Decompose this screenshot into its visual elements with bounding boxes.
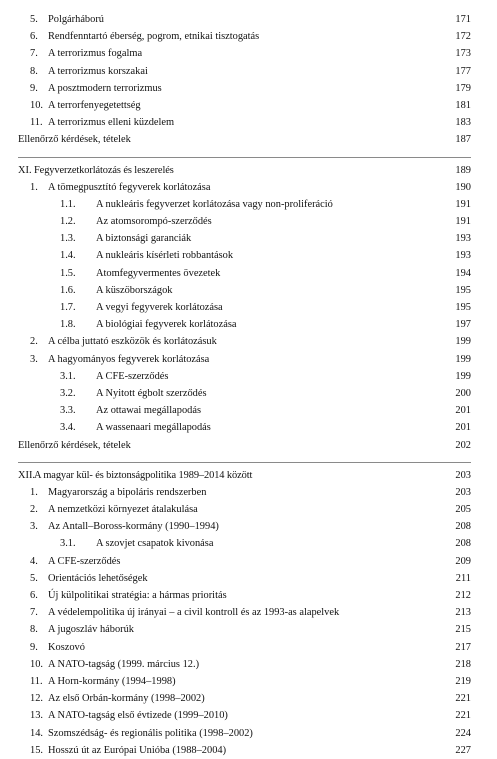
toc-section-entry <box>0 80 497 97</box>
toc-entry-title: Az Antall–Boross-kormány (1990–1994) <box>48 521 219 533</box>
section-gap <box>0 149 497 161</box>
toc-entry-page-number: 197 <box>455 319 471 331</box>
toc-entry-page-number: 194 <box>455 267 471 279</box>
toc-section-entry <box>0 63 497 80</box>
toc-entry-number: 2. <box>30 504 38 516</box>
toc-entry-title: Atomfegyvermentes övezetek <box>96 267 221 279</box>
toc-entry-page-number: 193 <box>455 233 471 245</box>
toc-entry-page-number: 173 <box>455 48 471 60</box>
section-divider <box>18 157 471 158</box>
toc-entry-number: 3. <box>30 353 38 365</box>
toc-entry-page-number: 212 <box>455 590 471 601</box>
toc-entry-title: A nukleáris fegyverzet korlátozása vagy non-proliferáció <box>96 198 333 210</box>
toc-entry-title: A nukleáris kísérleti robbantások <box>96 250 234 262</box>
toc-section-entry <box>0 639 497 656</box>
toc-section-entry <box>0 11 497 28</box>
table-of-contents <box>0 11 497 759</box>
toc-entry-number: 11. <box>30 675 43 687</box>
toc-entry-page-number: 190 <box>455 181 471 193</box>
section-divider <box>18 462 471 463</box>
toc-subsection-entry <box>0 265 497 282</box>
toc-entry-title: A NATO-tagság (1999. március 12.) <box>48 658 200 670</box>
toc-entry-page-number: 191 <box>455 198 471 210</box>
toc-entry-page-number: 211 <box>455 572 471 584</box>
toc-entry-number: XI. <box>18 164 32 176</box>
toc-entry-number: 1.4. <box>60 250 76 262</box>
toc-entry-title: A szovjet csapatok kivonása <box>96 538 214 550</box>
toc-entry-page-number: 217 <box>455 641 471 653</box>
toc-entry-number: 5. <box>30 572 38 584</box>
toc-section-entry <box>0 707 497 724</box>
toc-section-entry <box>0 501 497 518</box>
toc-subsection-entry <box>0 230 497 247</box>
toc-section-entry <box>0 587 497 604</box>
toc-entry-title: A biztonsági garanciák <box>96 233 192 245</box>
toc-entry-page-number: 221 <box>455 710 471 722</box>
toc-entry-title: Az atomsorompó-szerződés <box>96 216 212 228</box>
toc-entry-title: Szomszédság- és regionális politika (1998–2002) <box>48 727 253 739</box>
toc-review-entry <box>0 437 497 454</box>
toc-section-entry <box>0 553 497 570</box>
toc-section-entry <box>0 725 497 742</box>
toc-entry-page-number: 203 <box>455 486 471 498</box>
toc-entry-title: Rendfenntartó éberség, pogrom, etnikai tisztogatás <box>48 31 260 43</box>
toc-entry-page-number: 215 <box>455 624 471 636</box>
toc-section-entry <box>0 333 497 350</box>
toc-entry-page-number: 221 <box>455 693 471 705</box>
toc-section-entry <box>0 518 497 535</box>
toc-entry-number: 1.8. <box>60 319 76 331</box>
toc-entry-number: 8. <box>30 624 38 636</box>
toc-subsection-entry <box>0 402 497 419</box>
toc-entry-title: A biológiai fegyverek korlátozása <box>96 319 237 331</box>
toc-entry-title: A tömegpusztító fegyverek korlátozása <box>48 181 211 193</box>
toc-entry-page-number: 177 <box>455 65 471 77</box>
toc-entry-page-number: 200 <box>455 387 471 399</box>
toc-entry-title: A jugoszláv háborúk <box>48 624 134 636</box>
toc-entry-number: 1.7. <box>60 302 76 313</box>
toc-entry-number: 3. <box>30 521 38 533</box>
toc-entry-number: 1.3. <box>60 233 76 245</box>
toc-entry-page-number: 187 <box>455 134 471 146</box>
toc-section-entry <box>0 45 497 62</box>
toc-section-entry <box>0 570 497 587</box>
toc-entry-page-number: 191 <box>455 216 471 228</box>
toc-section-entry <box>0 28 497 45</box>
toc-entry-title: A terrorizmus fogalma <box>48 48 143 60</box>
toc-chapter-entry <box>0 162 497 179</box>
toc-entry-number: 15. <box>30 744 43 756</box>
toc-entry-number: 10. <box>30 658 43 670</box>
toc-entry-number: 3.3. <box>60 405 76 417</box>
toc-entry-title: A posztmodern terrorizmus <box>48 82 162 94</box>
toc-section-entry <box>0 97 497 114</box>
toc-entry-title: Új külpolitikai stratégia: a hármas prioritás <box>48 590 227 601</box>
toc-subsection-entry <box>0 213 497 230</box>
toc-entry-number: 6. <box>30 31 38 43</box>
section-gap <box>0 454 497 466</box>
toc-entry-number: 6. <box>30 590 38 601</box>
toc-entry-number: 11. <box>30 117 43 129</box>
toc-entry-number: 12. <box>30 693 43 705</box>
toc-entry-number: 3.1. <box>60 538 76 550</box>
toc-entry-page-number: 195 <box>455 302 471 313</box>
toc-entry-page-number: 172 <box>455 31 471 43</box>
toc-entry-page-number: 219 <box>455 675 471 687</box>
toc-section-entry <box>0 114 497 131</box>
toc-section-entry <box>0 656 497 673</box>
toc-entry-title: A CFE-szerződés <box>48 555 121 567</box>
toc-entry-number: 13. <box>30 710 43 722</box>
toc-section-entry <box>0 604 497 621</box>
toc-entry-number: XII. <box>18 469 36 481</box>
toc-subsection-entry <box>0 368 497 385</box>
toc-entry-title: Az első Orbán-kormány (1998–2002) <box>48 693 205 705</box>
toc-entry-number: 1.5. <box>60 267 76 279</box>
toc-entry-number: 7. <box>30 607 38 619</box>
toc-entry-number: 1.6. <box>60 284 76 296</box>
toc-section-entry <box>0 179 497 196</box>
toc-chapter-entry <box>0 467 497 484</box>
toc-entry-title: Hosszú út az Európai Unióba (1988–2004) <box>48 744 227 756</box>
toc-entry-number: 8. <box>30 65 38 77</box>
toc-entry-title: A hagyományos fegyverek korlátozása <box>48 353 210 365</box>
toc-subsection-entry <box>0 316 497 333</box>
toc-subsection-entry <box>0 535 497 552</box>
toc-review-entry <box>0 131 497 148</box>
toc-entry-page-number: 181 <box>455 99 471 111</box>
toc-entry-title: Ellenőrző kérdések, tételek <box>18 134 131 146</box>
toc-section-entry <box>0 673 497 690</box>
toc-entry-title: A védelempolitika új irányai – a civil kontroll és az 1993-as alapelvek <box>48 607 340 619</box>
toc-entry-number: 3.1. <box>60 370 76 382</box>
toc-subsection-entry <box>0 419 497 436</box>
toc-entry-title: Az ottawai megállapodás <box>96 405 202 417</box>
toc-entry-title: A wassenaari megállapodás <box>96 422 211 434</box>
toc-entry-title: Magyarország a bipoláris rendszerben <box>48 486 207 498</box>
toc-entry-title: A célba juttató eszközök és korlátozásuk <box>48 336 217 348</box>
toc-entry-title: A magyar kül- és biztonságpolitika 1989–2014 között <box>34 469 253 481</box>
toc-entry-number: 1. <box>30 181 38 193</box>
toc-entry-title: A küszöbországok <box>96 284 173 296</box>
toc-entry-number: 3.4. <box>60 422 76 434</box>
toc-entry-page-number: 193 <box>455 250 471 262</box>
toc-entry-title: A Horn-kormány (1994–1998) <box>48 675 176 687</box>
toc-entry-page-number: 199 <box>455 336 471 348</box>
toc-entry-number: 9. <box>30 641 38 653</box>
toc-entry-title: Fegyverzetkorlátozás és leszerelés <box>34 164 174 176</box>
toc-entry-title: A NATO-tagság első évtizede (1999–2010) <box>48 710 228 722</box>
toc-entry-page-number: 189 <box>455 164 471 176</box>
toc-subsection-entry <box>0 247 497 264</box>
toc-entry-page-number: 218 <box>455 658 471 670</box>
toc-entry-number: 10. <box>30 99 43 111</box>
toc-entry-number: 5. <box>30 14 38 25</box>
toc-entry-page-number: 202 <box>455 439 471 451</box>
toc-subsection-entry <box>0 196 497 213</box>
toc-entry-page-number: 224 <box>455 727 471 739</box>
toc-entry-number: 1.1. <box>60 198 76 210</box>
toc-entry-title: Ellenőrző kérdések, tételek <box>18 439 131 451</box>
toc-entry-title: A Nyitott égbolt szerződés <box>96 387 207 399</box>
toc-subsection-entry <box>0 385 497 402</box>
toc-subsection-entry <box>0 299 497 316</box>
toc-section-entry <box>0 351 497 368</box>
toc-entry-number: 9. <box>30 82 38 94</box>
toc-entry-page-number: 203 <box>455 469 471 481</box>
toc-entry-title: A vegyi fegyverek korlátozása <box>96 302 223 313</box>
toc-entry-number: 7. <box>30 48 38 60</box>
toc-entry-number: 3.2. <box>60 387 76 399</box>
toc-entry-page-number: 205 <box>455 504 471 516</box>
toc-entry-page-number: 208 <box>455 521 471 533</box>
toc-entry-number: 14. <box>30 727 43 739</box>
toc-entry-title: A terrorizmus elleni küzdelem <box>48 117 175 129</box>
toc-entry-number: 1.2. <box>60 216 76 228</box>
toc-section-entry <box>0 484 497 501</box>
toc-entry-title: Orientációs lehetőségek <box>48 572 148 584</box>
toc-entry-page-number: 199 <box>455 353 471 365</box>
toc-entry-title: A CFE-szerződés <box>96 370 169 382</box>
toc-subsection-entry <box>0 282 497 299</box>
toc-entry-page-number: 179 <box>455 82 471 94</box>
toc-entry-title: Polgárháború <box>48 14 104 25</box>
toc-entry-title: Koszovó <box>48 641 85 653</box>
toc-entry-page-number: 195 <box>455 284 471 296</box>
toc-entry-page-number: 201 <box>455 422 471 434</box>
toc-entry-page-number: 183 <box>455 117 471 129</box>
toc-entry-page-number: 199 <box>455 370 471 382</box>
toc-entry-page-number: 227 <box>455 744 471 756</box>
toc-entry-page-number: 213 <box>455 607 471 619</box>
toc-entry-page-number: 208 <box>455 538 471 550</box>
toc-entry-number: 4. <box>30 555 38 567</box>
toc-entry-title: A nemzetközi környezet átalakulása <box>48 504 198 516</box>
toc-entry-number: 1. <box>30 486 38 498</box>
toc-entry-page-number: 171 <box>455 14 471 25</box>
toc-entry-title: A terrorfenyegetettség <box>48 99 141 111</box>
toc-entry-page-number: 201 <box>455 405 471 417</box>
toc-entry-number: 2. <box>30 336 38 348</box>
toc-entry-title: A terrorizmus korszakai <box>48 65 148 77</box>
toc-entry-page-number: 209 <box>455 555 471 567</box>
toc-section-entry <box>0 742 497 759</box>
toc-section-entry <box>0 621 497 638</box>
